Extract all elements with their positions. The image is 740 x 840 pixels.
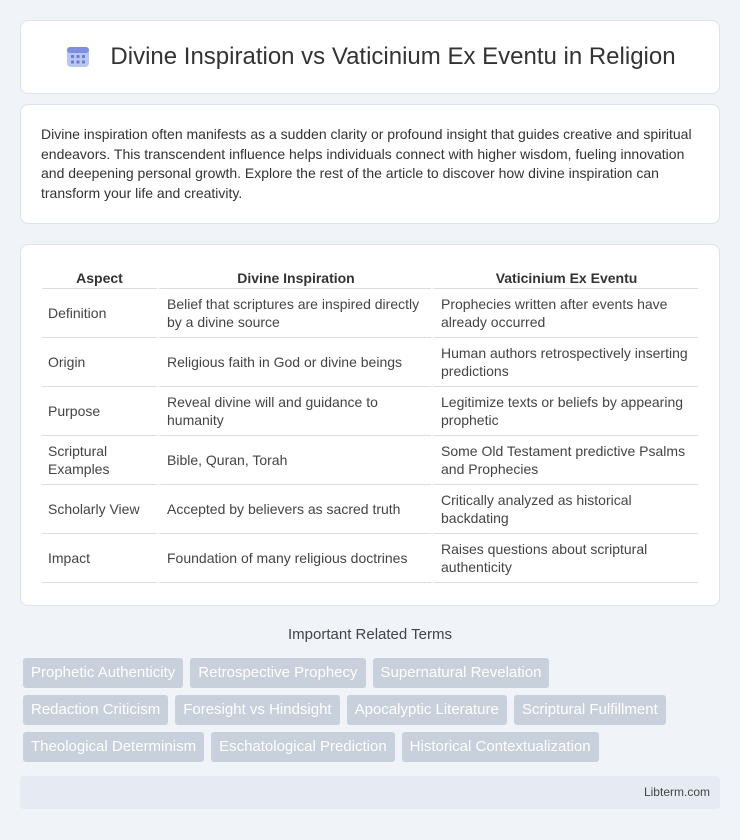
tag-row [23,732,723,762]
related-term-tag[interactable]: Supernatural Revelation [373,658,550,688]
related-term-tag[interactable]: Eschatological Prediction [211,732,395,762]
table-cell: Bible, Quran, Torah [157,436,431,485]
table-cell: Belief that scriptures are inspired directly by a divine source [157,289,431,338]
related-terms-list [23,658,723,769]
table-cell: Impact [42,534,157,583]
table-row [42,485,698,534]
table-cell: Reveal divine will and guidance to humanity [157,387,431,436]
related-term-tag[interactable]: Foresight vs Hindsight [175,695,339,725]
tag-row [23,695,723,725]
column-header-divine-inspiration: Divine Inspiration [157,265,431,289]
intro-paragraph: Divine inspiration often manifests as a sudden clarity or profound insight that guides creative and spiritual endeavors. This transcendent influence helps individuals connect with higher wisdom, fueling innovation and deepening personal growth. Explore the rest of the article to discover how divine inspiration can transform your life and creativity. [41,126,692,201]
column-header-aspect: Aspect [42,265,157,289]
related-term-tag[interactable]: Retrospective Prophecy [190,658,365,688]
table-cell: Scholarly View [42,485,157,534]
table-row [42,289,698,338]
related-term-tag[interactable]: Redaction Criticism [23,695,168,725]
related-term-tag[interactable]: Historical Contextualization [402,732,599,762]
column-header-vaticinium-ex-eventu: Vaticinium Ex Eventu [431,265,698,289]
table-cell: Raises questions about scriptural authenticity [431,534,698,583]
table-cell: Scriptural Examples [42,436,157,485]
table-row [42,534,698,583]
related-term-tag[interactable]: Prophetic Authenticity [23,658,183,688]
tag-row [23,658,723,688]
intro-card [20,104,720,224]
table-cell: Definition [42,289,157,338]
table-cell: Human authors retrospectively inserting predictions [431,338,698,387]
table-cell: Legitimize texts or beliefs by appearing prophetic [431,387,698,436]
page-title: Divine Inspiration vs Vaticinium Ex Eventu in Religion [110,43,676,70]
table-cell: Some Old Testament predictive Psalms and Prophecies [431,436,698,485]
comparison-table [42,265,698,583]
title-card [20,20,720,94]
related-term-tag[interactable]: Theological Determinism [23,732,204,762]
footer-brand-link[interactable]: Libterm.com [643,785,710,799]
table-cell: Origin [42,338,157,387]
table-row [42,338,698,387]
table-cell: Prophecies written after events have already occurred [431,289,698,338]
footer-bar [20,776,720,809]
table-cell: Accepted by believers as sacred truth [157,485,431,534]
table-cell: Critically analyzed as historical backdating [431,485,698,534]
table-cell: Purpose [42,387,157,436]
table-row [42,436,698,485]
table-cell: Foundation of many religious doctrines [157,534,431,583]
table-header-row [42,265,698,289]
related-term-tag[interactable]: Scriptural Fulfillment [514,695,666,725]
comparison-card [20,244,720,606]
related-terms-heading: Important Related Terms [288,626,452,643]
table-row [42,387,698,436]
calendar-grid-icon [64,43,92,71]
table-cell: Religious faith in God or divine beings [157,338,431,387]
related-term-tag[interactable]: Apocalyptic Literature [347,695,507,725]
